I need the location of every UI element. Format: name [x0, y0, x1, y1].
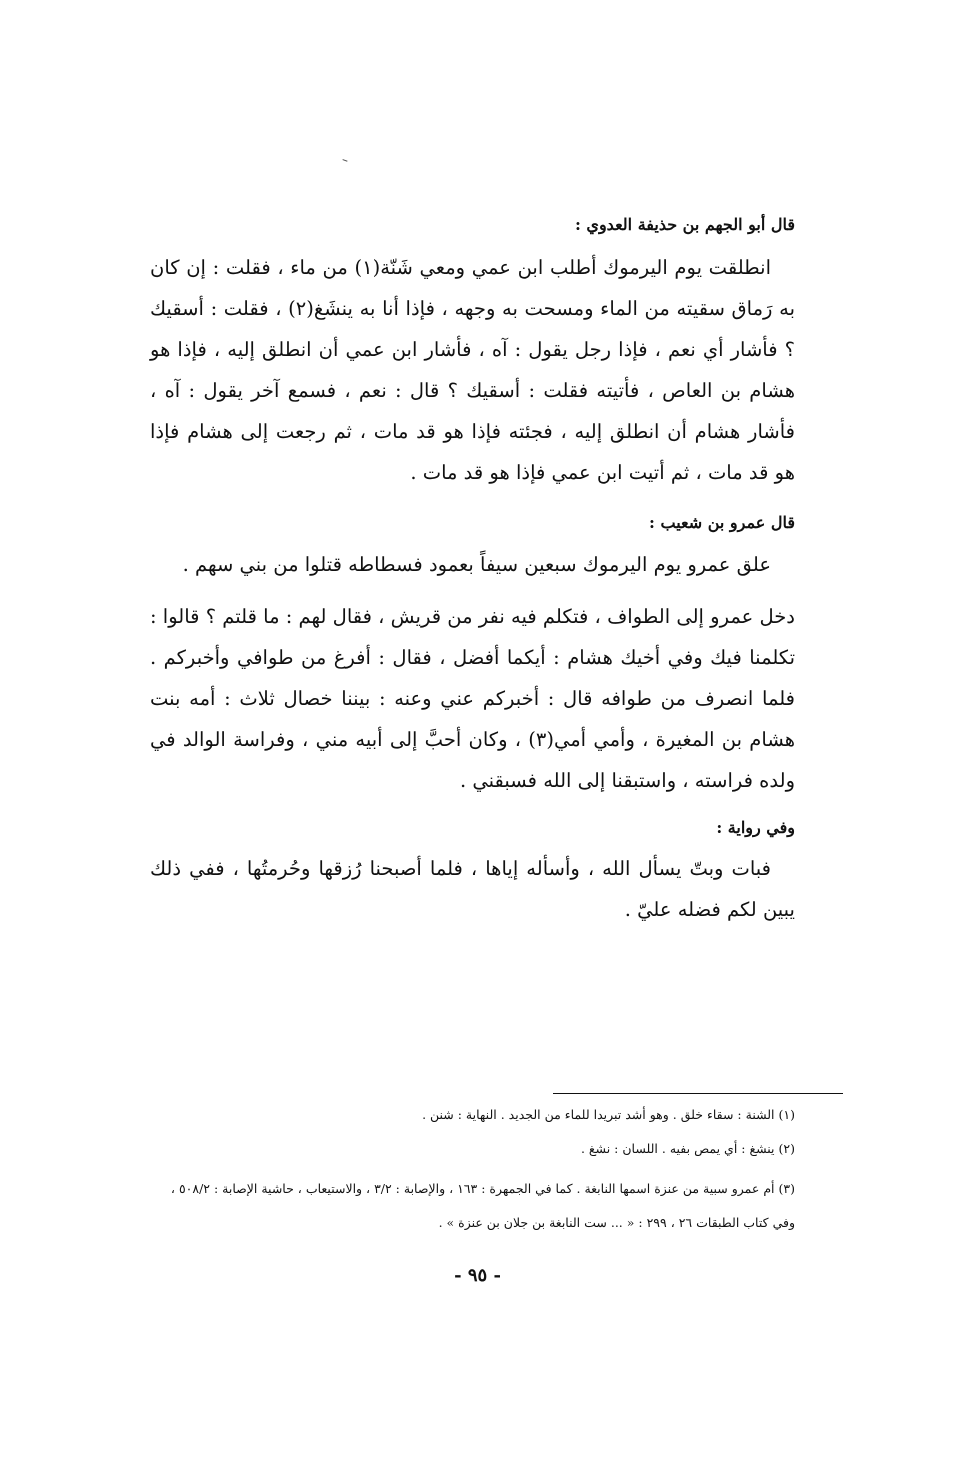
footnote-2: (٢) ينشغ : أي يمص بفيه . اللسان : نشغ .	[580, 1141, 795, 1156]
footnote-3: (٣) أم عمرو سبية من عنزة اسمها النابغة . كما في الجمهرة : ١٦٣ ، والإصابة : ٣/٢ ، والاستيعاب ، حاشية الإصابة : ٥٠٨/٢ ، وفي كتاب الطبقات ٢٦ ، ٢٩٩ : « ... ست النابغة بن جلان بن عنزة » .	[170, 1181, 795, 1230]
footnote-1: (١) الشنة : سقاء خلق . وهو أشد تبريدا للماء من الجديد . النهاية : شنن .	[422, 1107, 795, 1122]
section-heading-another-narration: وفي رواية :	[716, 818, 795, 837]
story-paragraph-yarmouk-water: انطلقت يوم اليرموك أطلب ابن عمي ومعي شَنّة(١) من ماء ، فقلت : إن كان به رَماق سقيته من الماء ومسحت به وجهه ، فإذا أنا به ينشَغ(٢) ، فقلت : أسقيك ؟ فأشار أي نعم ، فإذا رجل يقول : آه ، فأشار ابن عمي أن انطلق إليه ، فإذا هو هشام بن العاص ، فأتيته فقلت : أسقيك ؟ قال : نعم ، فسمع آخر يقول : آه ، فأشار هشام أن انطلق إليه ، فجئته فإذا هو قد مات ، ثم رجعت إلى هشام فإذا هو قد مات ، ثم أتيت ابن عمي فإذا هو قد مات .	[150, 256, 795, 484]
section-heading-amr-ibn-shuayb: قال عمرو بن شعيب :	[649, 513, 795, 532]
story-paragraph-tawaf: دخل عمرو إلى الطواف ، فتكلم فيه نفر من قريش ، فقال لهم : ما قلتم ؟ قالوا : تكلمنا فيك وفي أخيك هشام : أيكما أفضل ، فقال : أفرغ من طوافي وأخبركم . فلما انصرف من طوافه قال : أخبركم عني وعنه : بيننا خصال ثلاث : أمه بنت هشام بن المغيرة ، وأمي أمي(٣) ، وكان أحبَّ إلى أبيه مني ، وفراسة الوالد في ولده فراسته ، واستبقنا إلى الله فسبقني .	[150, 605, 795, 792]
page-number: - ٩٥ -	[454, 1265, 501, 1286]
section-heading-abu-al-jahm: قال أبو الجهم بن حذيفة العدوي :	[574, 215, 795, 234]
stray-mark	[342, 156, 348, 161]
footnote-separator	[553, 1093, 843, 1094]
story-paragraph-narration: فبات وبتّ يسأل الله ، وأسأله إياها ، فلما أصبحنا رُزقها وحُرمتُها ، ففي ذلك يبين لكم فضله عليّ .	[150, 857, 795, 921]
story-paragraph-seventy-swords: علق عمرو يوم اليرموك سبعين سيفاً بعمود فسطاطه قتلوا من بني سهم .	[182, 553, 771, 576]
